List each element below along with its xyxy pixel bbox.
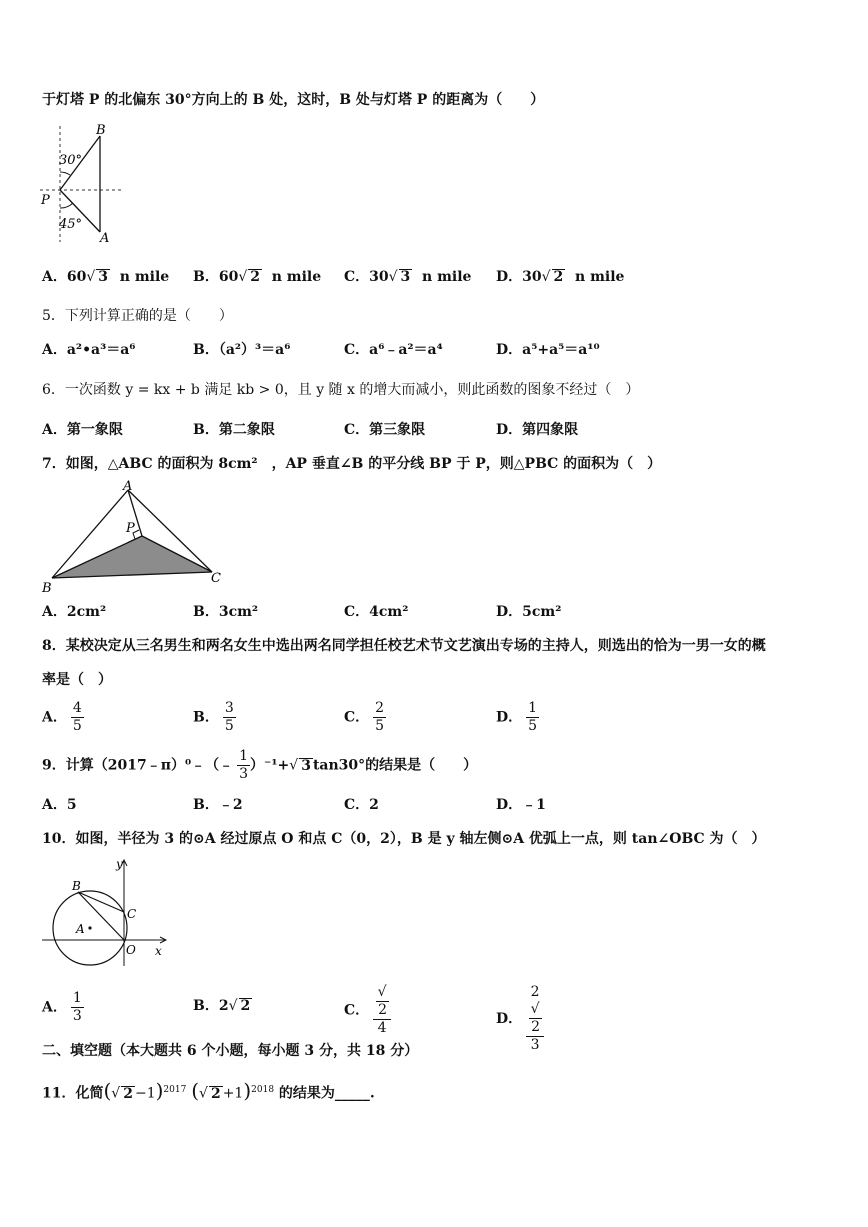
- q8-option-b[interactable]: B． $\frac{3}{5}$: [193, 700, 234, 734]
- q7-option-b[interactable]: B．3cm²: [193, 604, 259, 620]
- q5-option-c[interactable]: C．a⁶﹣a²＝a⁴: [344, 342, 443, 358]
- q10-fig-A: A: [76, 922, 85, 936]
- q10-fig-y: y: [116, 857, 123, 871]
- q5-option-b[interactable]: B．（a²）³＝a⁶: [193, 342, 291, 358]
- q5-option-d[interactable]: D．a⁵+a⁵＝a¹⁰: [496, 342, 600, 358]
- q7-option-d[interactable]: D．5cm²: [496, 604, 562, 620]
- q6-option-c[interactable]: C．第三象限: [344, 422, 426, 438]
- q10-option-c[interactable]: C． √ 2 4: [344, 984, 391, 1037]
- q4-fig-45: 45°: [59, 217, 83, 232]
- q4-figure: [38, 120, 126, 246]
- q6-option-b[interactable]: B．第二象限: [193, 422, 275, 438]
- q10-option-a[interactable]: A． $\frac{1}{3}$: [42, 990, 82, 1024]
- fraction: $\frac{4}{5}$: [72, 700, 82, 734]
- fraction: $\frac{3}{5}$: [224, 700, 234, 734]
- q6-option-a[interactable]: A．第一象限: [42, 422, 123, 438]
- q4-fig-A: A: [100, 231, 110, 246]
- q8-stem-line1: 8．某校决定从三名男生和两名女生中选出两名同学担任校艺术节文艺演出专场的主持人，则选出的恰为一男一女的概: [42, 638, 766, 654]
- q10-option-b[interactable]: B．2√ 2: [193, 998, 251, 1014]
- q10-fig-B: B: [72, 879, 81, 893]
- q7-fig-B: B: [42, 581, 52, 596]
- q9-option-a[interactable]: A．5: [42, 797, 77, 813]
- q10-figure: [38, 852, 173, 970]
- q10-fig-C: C: [127, 907, 137, 921]
- fraction: 2 √ 2 3: [526, 984, 544, 1054]
- q9-stem: 9．计算（2017﹣π）⁰﹣（﹣ $\frac{1}{3}$ ）⁻¹+√ 3 tan30°的结果是（ ）: [42, 748, 478, 782]
- q8-option-a[interactable]: A． $\frac{4}{5}$: [42, 700, 82, 734]
- q4-stem: 于灯塔 P 的北偏东 30°方向上的 B 处，这时，B 处与灯塔 P 的距离为（ ）: [42, 92, 545, 108]
- q5-stem: 5．下列计算正确的是（ ）: [42, 308, 233, 324]
- q11-stem: 11．化简(√ 2 −1)$^{2017}$ (√ 2 +1)$^{2018}$ 的结果为_____.: [42, 1078, 375, 1103]
- q9-option-d[interactable]: D．﹣1: [496, 797, 546, 813]
- q8-option-d[interactable]: D． $\frac{1}{5}$: [496, 700, 538, 734]
- q4-option-d[interactable]: D．30√ 2 n mile: [496, 269, 625, 285]
- q8-option-c[interactable]: C． $\frac{2}{5}$: [344, 700, 385, 734]
- q7-stem: 7．如图，△ABC 的面积为 8cm² ，AP 垂直∠B 的平分线 BP 于 P，则△PBC 的面积为（ ）: [42, 456, 662, 472]
- q5-option-a[interactable]: A．a²•a³＝a⁶: [42, 342, 136, 358]
- fraction: $\frac{1}{5}$: [528, 700, 538, 734]
- q10-stem: 10．如图，半径为 3 的⊙A 经过原点 O 和点 C（0，2），B 是 y 轴左侧⊙A 优弧上一点，则 tan∠OBC 为（ ）: [42, 831, 766, 847]
- q4-option-b[interactable]: B．60√ 2 n mile: [193, 269, 322, 285]
- q10-fig-O: O: [126, 943, 136, 957]
- fraction: $\frac{2}{5}$: [375, 700, 385, 734]
- q4-option-a[interactable]: A．60√ 3 n mile: [42, 269, 170, 285]
- q10-option-d[interactable]: D． 2 √ 2 3: [496, 984, 544, 1054]
- fraction: $\frac{1}{3}$: [72, 990, 82, 1024]
- q9-option-b[interactable]: B．﹣2: [193, 797, 243, 813]
- q4-fig-30: 30°: [59, 153, 83, 168]
- q4-fig-B: B: [96, 123, 106, 138]
- q7-fig-A: A: [123, 479, 133, 494]
- q7-fig-P: P: [126, 521, 135, 536]
- q6-option-d[interactable]: D．第四象限: [496, 422, 579, 438]
- q7-option-a[interactable]: A．2cm²: [42, 604, 107, 620]
- fraction: $\frac{1}{3}$: [239, 748, 249, 782]
- q10-fig-x: x: [155, 944, 162, 958]
- q8-stem-line2: 率是（ ）: [42, 672, 112, 688]
- q4-option-c[interactable]: C．30√ 3 n mile: [344, 269, 472, 285]
- fraction: √ 2 4: [373, 984, 391, 1037]
- q7-fig-C: C: [211, 571, 221, 586]
- q9-option-c[interactable]: C．2: [344, 797, 379, 813]
- q6-stem: 6．一次函数 y = kx + b 满足 kb > 0，且 y 随 x 的增大而减小，则此函数的图象不经过（ ）: [42, 382, 640, 398]
- q7-figure: [38, 478, 233, 598]
- section-2-heading: 二、填空题（本大题共 6 个小题，每小题 3 分，共 18 分）: [42, 1043, 419, 1059]
- q7-option-c[interactable]: C．4cm²: [344, 604, 409, 620]
- q4-fig-P: P: [41, 193, 50, 208]
